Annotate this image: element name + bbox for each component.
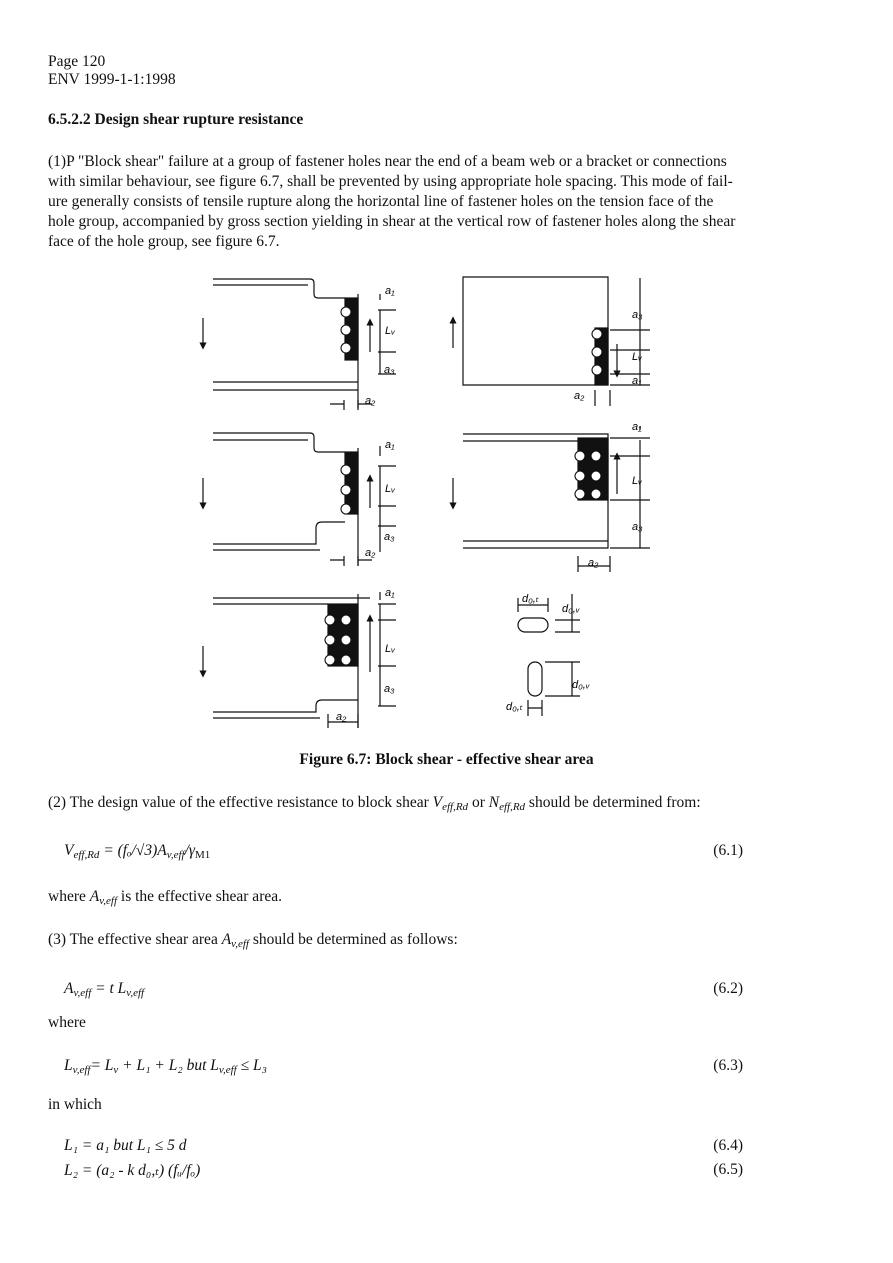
paragraph-2-or: or bbox=[468, 794, 489, 811]
equation-number-6-4: (6.4) bbox=[713, 1137, 743, 1154]
eq1-lhs: V bbox=[64, 842, 74, 859]
label-a3: a₃ bbox=[384, 683, 395, 695]
panel-3-holes bbox=[341, 465, 351, 514]
equation-number-6-3: (6.3) bbox=[713, 1057, 743, 1074]
label-a2: a₂ bbox=[588, 557, 599, 569]
paragraph-3-prefix: (3) The effective shear area bbox=[48, 931, 222, 948]
symbol-v-sub: eff,Rd bbox=[442, 801, 469, 813]
equation-number-6-2: (6.2) bbox=[713, 980, 743, 997]
standard-reference: ENV 1999-1-1:1998 bbox=[48, 71, 176, 88]
where-1-prefix: where bbox=[48, 888, 90, 905]
symbol-a-sub: v,eff bbox=[231, 938, 249, 950]
paragraph-1-line: hole group, accompanied by gross section yielding in shear at the vertical row of fastener holes along the shear bbox=[48, 213, 736, 230]
paragraph-1-line: ure generally consists of tensile rupture along the horizontal line of fastener holes on the tension face of the bbox=[48, 193, 714, 210]
where-label: where bbox=[48, 1014, 86, 1031]
eq3-lhs-sub: v,eff bbox=[72, 1064, 91, 1076]
label-a3: a₃ bbox=[384, 531, 395, 543]
label-a2: a₂ bbox=[336, 711, 347, 723]
paragraph-1-line: (1)P "Block shear" failure at a group of fastener holes near the end of a beam web or a bracket or connections bbox=[48, 153, 727, 170]
label-a2: a₂ bbox=[365, 395, 376, 407]
symbol-n-sub: eff,Rd bbox=[499, 801, 526, 813]
eq3-lhs: L bbox=[64, 1057, 73, 1074]
label-d0t: d₀,ₜ bbox=[506, 701, 524, 713]
label-lv: Lᵥ bbox=[385, 483, 396, 495]
equation-number-6-5: (6.5) bbox=[713, 1161, 743, 1178]
block-shear-figure bbox=[0, 260, 893, 740]
label-lv: Lᵥ bbox=[632, 351, 643, 363]
eq2-lhs: A bbox=[64, 980, 74, 997]
label-a1: a₁ bbox=[385, 439, 395, 451]
eq2-lhs-sub: v,eff bbox=[73, 987, 92, 999]
label-lv: Lᵥ bbox=[385, 325, 396, 337]
paragraph-2-suffix: should be determined from: bbox=[525, 794, 701, 811]
label-a3: a₃ bbox=[632, 521, 643, 533]
eq3-rhs-sub: v bbox=[113, 1064, 119, 1076]
equation-6-3 bbox=[64, 1057, 267, 1076]
where-clause-1 bbox=[48, 888, 282, 907]
equation-6-2 bbox=[64, 980, 144, 999]
paragraph-1-line: face of the hole group, see figure 6.7. bbox=[48, 233, 280, 250]
symbol-a: A bbox=[89, 888, 100, 905]
eq1-lhs-sub: eff,Rd bbox=[73, 849, 100, 861]
label-a1: a₁ bbox=[385, 587, 395, 599]
label-a1: a₁ bbox=[385, 285, 395, 297]
page-number: Page 120 bbox=[48, 53, 106, 70]
paragraph-1-line: with similar behaviour, see figure 6.7, shall be prevented by using appropriate hole spacing. This mode of fail- bbox=[48, 173, 733, 190]
panel-2-holes bbox=[592, 329, 602, 375]
equation-6-4: L₁ = a₁ but L₁ ≤ 5 d bbox=[64, 1137, 187, 1154]
eq1-tail-sub: M1 bbox=[194, 849, 211, 861]
label-a1: a₁ bbox=[632, 421, 642, 433]
eq3-rest-sub: v,eff bbox=[218, 1064, 237, 1076]
symbol-a-sub: v,eff bbox=[99, 895, 118, 907]
in-which-label: in which bbox=[48, 1096, 102, 1113]
paragraph-1 bbox=[48, 152, 818, 252]
label-lv: Lᵥ bbox=[632, 475, 643, 487]
label-lv: Lᵥ bbox=[385, 643, 396, 655]
panel-1 bbox=[203, 279, 396, 410]
equation-number-6-1: (6.1) bbox=[713, 842, 743, 859]
eq2-rhs: = t L bbox=[91, 980, 127, 997]
label-a2: a₂ bbox=[574, 390, 585, 402]
symbol-a: A bbox=[221, 931, 232, 948]
panel-5 bbox=[203, 592, 396, 728]
eq3-rhs: = L bbox=[90, 1057, 114, 1074]
eq1-rhs-sub: v,eff bbox=[166, 849, 185, 861]
label-a3: a₃ bbox=[632, 309, 643, 321]
panel-1-holes bbox=[341, 307, 351, 353]
symbol-n: N bbox=[488, 794, 500, 811]
label-a2: a₂ bbox=[365, 547, 376, 559]
label-d0v: d₀,ᵥ bbox=[572, 679, 590, 691]
where-1-suffix: is the effective shear area. bbox=[117, 888, 282, 905]
label-a3: a₃ bbox=[384, 364, 395, 376]
eq2-rhs-sub: v,eff bbox=[126, 987, 145, 999]
label-d0t: d₀,ₜ bbox=[522, 593, 540, 605]
panel-4 bbox=[453, 426, 650, 572]
label-a1: a₁ bbox=[632, 375, 642, 387]
equation-6-1 bbox=[64, 842, 210, 861]
eq1-tail: /γ bbox=[184, 842, 195, 859]
label-d0v: d₀,ᵥ bbox=[562, 603, 580, 615]
paragraph-3-suffix: should be determined as follows: bbox=[248, 931, 458, 948]
paragraph-2-prefix: (2) The design value of the effective resistance to block shear bbox=[48, 794, 433, 811]
eq3-rest: + L₁ + L₂ but L bbox=[118, 1057, 219, 1074]
paragraph-3 bbox=[48, 931, 458, 950]
panel-2 bbox=[453, 277, 650, 406]
paragraph-2 bbox=[48, 794, 701, 813]
symbol-v: V bbox=[432, 794, 443, 811]
section-title: 6.5.2.2 Design shear rupture resistance bbox=[48, 111, 304, 128]
eq3-tail: ≤ L₃ bbox=[236, 1057, 268, 1074]
figure-caption: Figure 6.7: Block shear - effective shear area bbox=[299, 751, 594, 768]
eq1-rhs: = (fₒ/√3)A bbox=[103, 842, 167, 859]
equation-6-5: L₂ = (a₂ - k d₀,ₜ) (fᵤ/fₒ) bbox=[64, 1162, 201, 1179]
